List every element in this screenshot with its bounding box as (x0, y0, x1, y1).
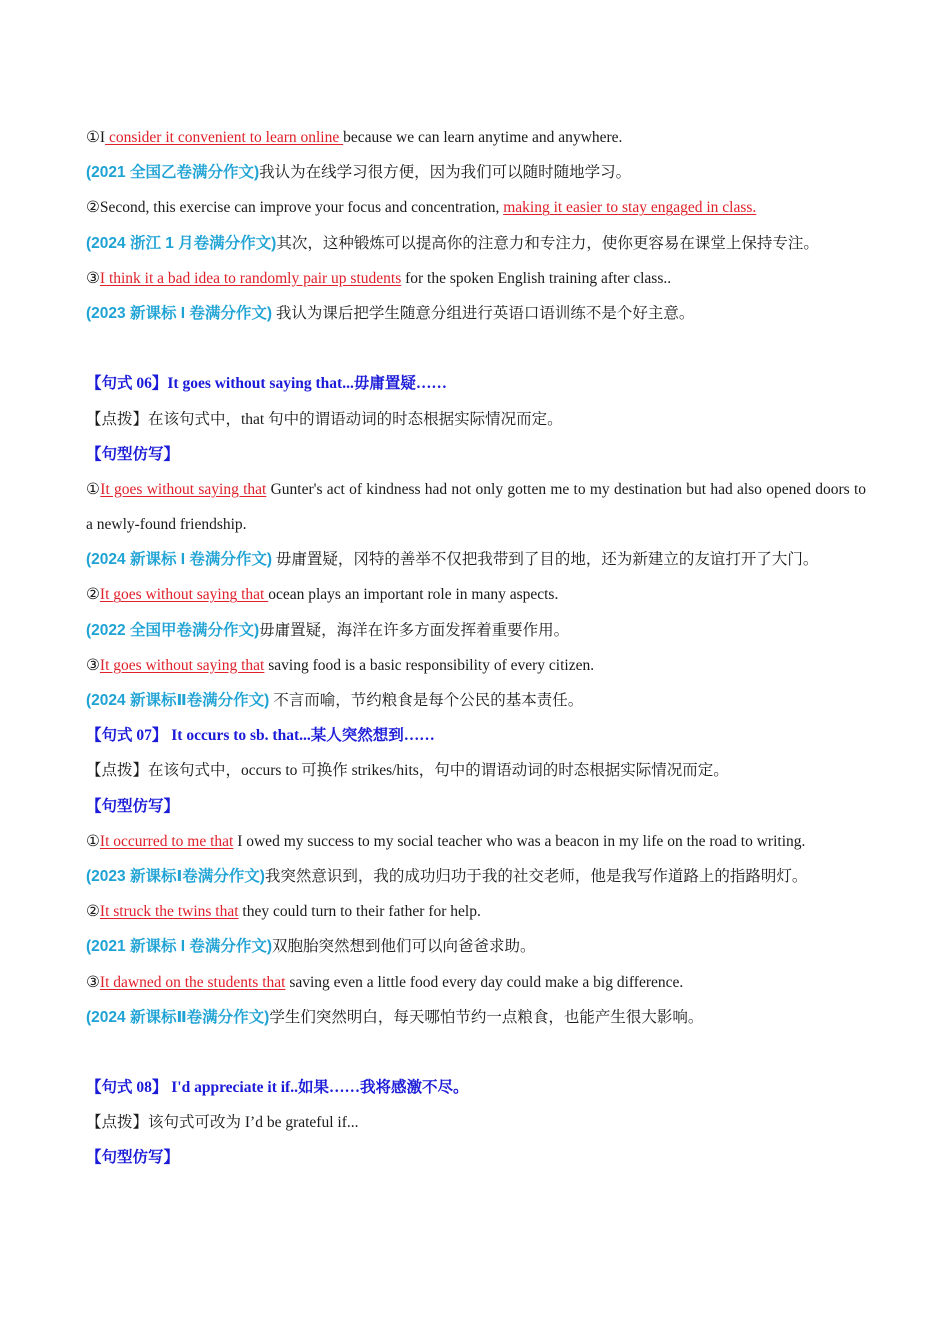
highlighted-pattern: It goes without saying that (99, 586, 269, 604)
highlighted-pattern: It goes without saying that (99, 656, 265, 674)
example-line (86, 190, 866, 225)
source-label: (2024 新课标 I 卷满分作文) (86, 551, 273, 569)
translation-text: 其次，这种锻炼可以提高你的注意力和专注力，使你更容易在课堂上保持专注。 (276, 234, 819, 252)
item-number: ① (86, 480, 101, 498)
practice-label: 【句型仿写】 (86, 445, 180, 463)
practice-label: 【句型仿写】 (86, 1149, 180, 1167)
example-text: I (99, 129, 106, 146)
source-label: (2021 新课标 I 卷满分作文) (86, 938, 273, 956)
tip-line: 【点拨】在该句式中，occurs to 可换作 strikes/hits，句中的谓语动词的时态根据实际情况而定。 (86, 762, 729, 780)
source-line (86, 542, 866, 577)
translation-text: 不言而喻，节约粮食是每个公民的基本责任。 (269, 692, 584, 710)
example-text: saving food is a basic responsibility of every citizen. (264, 656, 595, 674)
item-number: ① (86, 129, 100, 146)
section-heading: 【句式 08】 I'd appreciate it if..如果……我将感激不尽。 (86, 1079, 469, 1097)
highlighted-pattern: consider it convenient to learn online (105, 129, 344, 146)
item-number: ① (86, 832, 100, 850)
document-page (86, 120, 866, 1176)
practice-label: 【句型仿写】 (86, 797, 180, 815)
highlighted-pattern: I think it a bad idea to randomly pair up students (99, 269, 402, 287)
highlighted-pattern: It struck the twins that (99, 903, 239, 921)
translation-text: 毋庸置疑，海洋在许多方面发挥着重要作用。 (259, 621, 570, 639)
example-text: Gunter's act of kindness had not only gotten me to my destination but had also opened doors to a newly-found friendship. (86, 480, 867, 534)
source-line (86, 155, 866, 190)
source-line (86, 1000, 866, 1035)
example-line (86, 120, 866, 155)
source-line (86, 226, 866, 261)
example-text: Second, this exercise can improve your focus and concentration, (99, 199, 504, 217)
item-number: ② (86, 903, 100, 921)
example-line (86, 261, 866, 296)
source-label: (2023 新课标Ⅰ卷满分作文) (86, 867, 265, 885)
spacer (86, 1035, 866, 1070)
source-label: (2024 浙江 1 月卷满分作文) (86, 234, 277, 252)
source-label: (2023 新课标 I 卷满分作文) (86, 304, 273, 322)
source-line (86, 296, 866, 331)
section-heading: 【句式 07】 It occurs to sb. that...某人突然想到…… (86, 727, 435, 745)
translation-text: 我认为在线学习很方便，因为我们可以随时随地学习。 (259, 164, 632, 182)
example-text: I owed my success to my social teacher who was a beacon in my life on the road to writing. (233, 832, 806, 850)
translation-text: 我突然意识到，我的成功归功于我的社交老师，他是我写作道路上的指路明灯。 (264, 867, 808, 885)
source-line (86, 859, 866, 894)
example-line (86, 894, 866, 929)
example-text: because we can learn anytime and anywhere. (343, 129, 623, 146)
translation-text: 双胞胎突然想到他们可以向爸爸求助。 (272, 938, 536, 956)
example-line (86, 824, 866, 859)
tip-line: 【点拨】在该句式中，that 句中的谓语动词的时态根据实际情况而定。 (86, 410, 563, 428)
translation-text: 学生们突然明白，每天哪怕节约一点粮食，也能产生很大影响。 (269, 1008, 704, 1026)
source-label: (2024 新课标Ⅱ卷满分作文) (86, 1008, 270, 1026)
section-heading: 【句式 06】It goes without saying that...毋庸置疑…… (86, 375, 447, 393)
tip-line: 【点拨】该句式可改为 I’d be grateful if... (86, 1114, 359, 1132)
example-text: for the spoken English training after class.. (401, 269, 672, 287)
item-number: ② (86, 199, 100, 217)
highlighted-pattern: It occurred to me that (99, 832, 234, 850)
source-label: (2021 全国乙卷满分作文) (86, 164, 260, 182)
example-line (86, 472, 866, 542)
highlighted-pattern: making it easier to stay engaged in class. (503, 199, 757, 217)
item-number: ③ (86, 656, 100, 674)
example-line (86, 648, 866, 683)
highlighted-pattern: It goes without saying that (100, 480, 267, 498)
item-number: ③ (86, 973, 100, 991)
item-number: ③ (86, 269, 100, 287)
source-line (86, 929, 866, 964)
translation-text: 毋庸置疑，冈特的善举不仅把我带到了目的地，还为新建立的友谊打开了大门。 (272, 551, 819, 569)
source-label: (2022 全国甲卷满分作文) (86, 621, 260, 639)
example-line (86, 965, 866, 1000)
spacer (86, 331, 866, 366)
source-line (86, 613, 866, 648)
source-label: (2024 新课标Ⅱ卷满分作文) (86, 692, 270, 710)
translation-text: 我认为课后把学生随意分组进行英语口语训练不是个好主意。 (272, 304, 695, 322)
example-text: they could turn to their father for help. (238, 903, 481, 921)
example-text: saving even a little food every day could make a big difference. (285, 973, 684, 991)
item-number: ② (86, 586, 100, 604)
highlighted-pattern: It dawned on the students that (99, 973, 286, 991)
example-line (86, 577, 866, 612)
source-line (86, 683, 866, 718)
example-text: ocean plays an important role in many aspects. (268, 586, 559, 604)
